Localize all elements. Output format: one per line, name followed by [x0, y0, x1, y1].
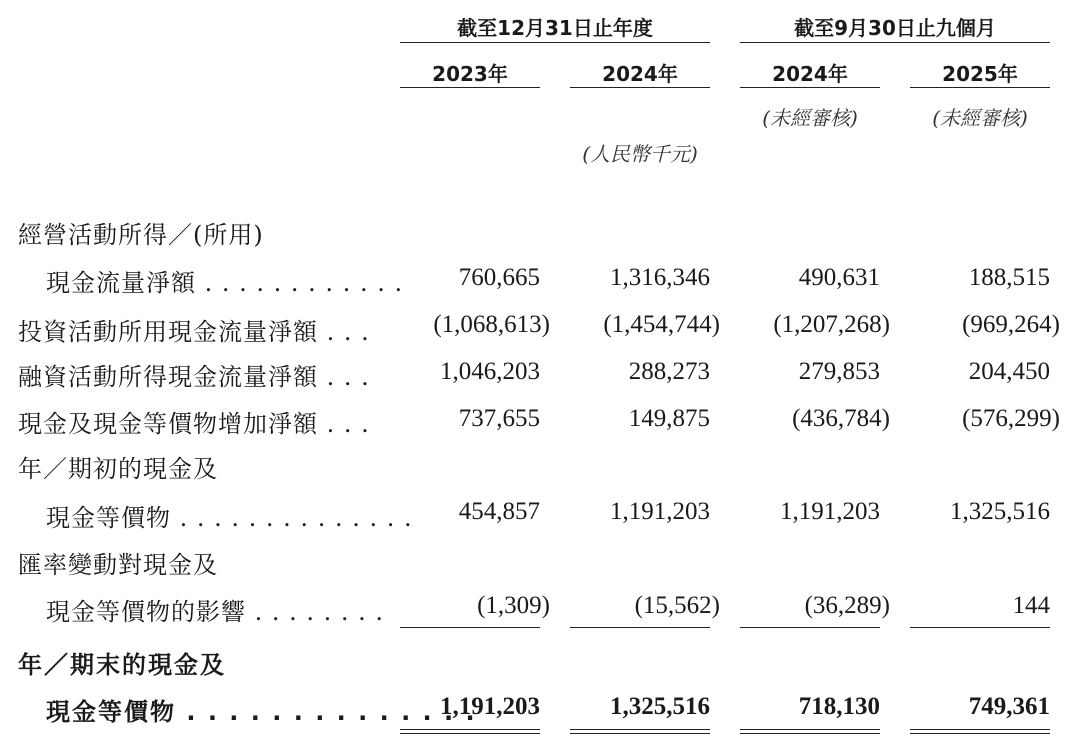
- table-cell: 288,273: [628, 358, 710, 385]
- year-rule: [570, 87, 710, 88]
- period-header-annual: 截至12月31日止年度: [457, 16, 653, 40]
- total-double-rule: [910, 729, 1050, 734]
- total-double-rule: [740, 729, 880, 734]
- row-label: 年／期初的現金及: [18, 455, 218, 483]
- subtotal-rule: [910, 627, 1050, 628]
- year-rule: [910, 87, 1050, 88]
- table-cell: 1,191,203: [780, 498, 880, 525]
- row-label: 現金等價物的影響 . . . . . . . .: [46, 598, 385, 626]
- year-header: 2025年: [942, 62, 1018, 86]
- total-cell: 718,130: [798, 693, 880, 720]
- total-double-rule: [400, 729, 540, 734]
- table-cell: (1,207,268): [773, 311, 890, 338]
- table-cell: 188,515: [968, 264, 1050, 291]
- table-cell: 144: [1012, 592, 1050, 619]
- table-cell: 204,450: [968, 358, 1050, 385]
- table-cell: 737,655: [458, 405, 540, 432]
- period-header-nine-months: 截至9月30日止九個月: [794, 16, 996, 40]
- row-label: 現金等價物 . . . . . . . . . . . . . .: [46, 698, 477, 726]
- unit-label: (人民幣千元): [582, 142, 698, 166]
- subtotal-rule: [570, 627, 710, 628]
- unaudited-note: (未經審核): [932, 106, 1028, 130]
- table-cell: 760,665: [458, 264, 540, 291]
- table-cell: 1,325,516: [950, 498, 1050, 525]
- table-cell: 454,857: [458, 498, 540, 525]
- row-label: 現金流量淨額 . . . . . . . . . . . .: [46, 269, 404, 297]
- year-header: 2024年: [772, 62, 848, 86]
- row-label: 投資活動所用現金流量淨額 . . .: [18, 318, 370, 346]
- year-rule: [400, 87, 540, 88]
- table-cell: 490,631: [798, 264, 880, 291]
- table-cell: (576,299): [962, 405, 1060, 432]
- table-cell: 279,853: [798, 358, 880, 385]
- table-cell: (1,068,613): [433, 311, 550, 338]
- year-header: 2024年: [602, 62, 678, 86]
- header-rule: [740, 42, 1050, 43]
- total-cell: 1,191,203: [440, 693, 540, 720]
- table-cell: (15,562): [634, 592, 720, 619]
- table-cell: (1,454,744): [603, 311, 720, 338]
- table-cell: 1,191,203: [610, 498, 710, 525]
- subtotal-rule: [400, 627, 540, 628]
- row-label: 現金等價物 . . . . . . . . . . . . . .: [46, 504, 413, 532]
- unaudited-note: (未經審核): [762, 106, 858, 130]
- table-cell: (1,309): [477, 592, 550, 619]
- total-cell: 1,325,516: [610, 693, 710, 720]
- total-cell: 749,361: [968, 693, 1050, 720]
- row-label: 現金及現金等價物增加淨額 . . .: [18, 410, 370, 438]
- table-cell: (36,289): [804, 592, 890, 619]
- year-rule: [740, 87, 880, 88]
- row-label: 匯率變動對現金及: [18, 551, 218, 579]
- header-rule: [400, 42, 710, 43]
- subtotal-rule: [740, 627, 880, 628]
- row-label: 經營活動所得／(所用): [18, 221, 264, 249]
- year-header: 2023年: [432, 62, 508, 86]
- total-double-rule: [570, 729, 710, 734]
- table-cell: (969,264): [962, 311, 1060, 338]
- row-label: 年／期末的現金及: [18, 651, 226, 679]
- table-cell: (436,784): [792, 405, 890, 432]
- row-label: 融資活動所得現金流量淨額 . . .: [18, 363, 370, 391]
- table-cell: 1,316,346: [610, 264, 710, 291]
- table-cell: 1,046,203: [440, 358, 540, 385]
- table-cell: 149,875: [628, 405, 710, 432]
